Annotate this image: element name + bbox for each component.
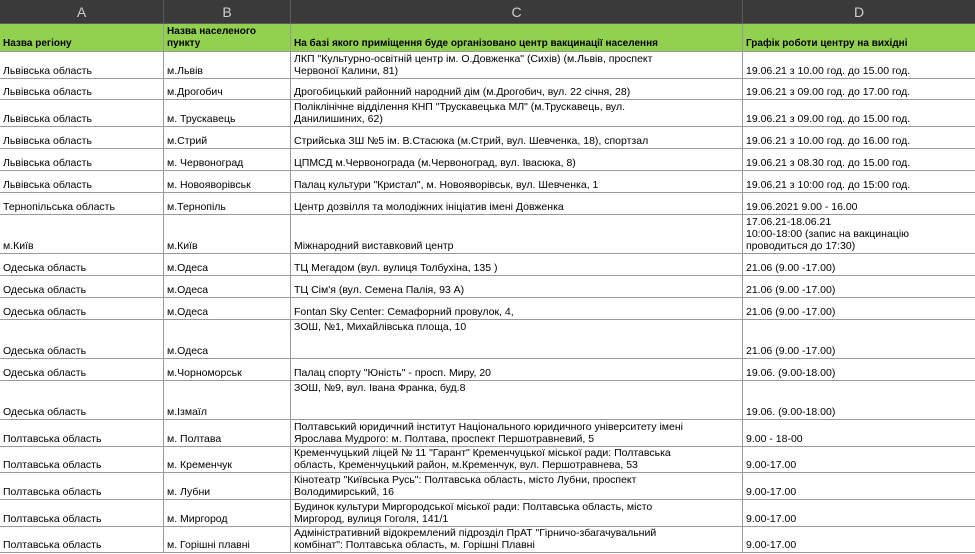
table-body bbox=[0, 52, 975, 553]
cell-region[interactable]: Львівська область bbox=[0, 171, 164, 193]
table-row bbox=[0, 420, 975, 447]
cell-settlement[interactable]: м.Київ bbox=[164, 215, 291, 254]
cell-premises[interactable]: ЗОШ, №9, вул. Івана Франка, буд.8 bbox=[291, 381, 743, 420]
cell-region[interactable]: Львівська область bbox=[0, 79, 164, 100]
cell-schedule[interactable]: 9.00-17.00 bbox=[743, 527, 975, 553]
cell-premises[interactable]: Fontan Sky Center: Семафорний провулок, 4, bbox=[291, 298, 743, 320]
column-header-c[interactable]: C bbox=[291, 0, 743, 24]
cell-settlement[interactable]: м. Горішні плавні bbox=[164, 527, 291, 553]
header-settlement[interactable]: Назва населеного пункту bbox=[164, 24, 291, 52]
table-row bbox=[0, 298, 975, 320]
cell-schedule[interactable]: 19.06.2021 9.00 - 16.00 bbox=[743, 193, 975, 215]
table-row bbox=[0, 100, 975, 127]
cell-premises[interactable]: Дрогобицький районний народний дім (м.Дрогобич, вул. 22 січня, 28) bbox=[291, 79, 743, 100]
cell-premises[interactable]: ТЦ Мегадом (вул. вулиця Толбухіна, 135 ) bbox=[291, 254, 743, 276]
table-row bbox=[0, 215, 975, 254]
cell-region[interactable]: Полтавська область bbox=[0, 473, 164, 500]
cell-premises[interactable]: Центр дозвілля та молодіжних ініціатив імені Довженка bbox=[291, 193, 743, 215]
table-row bbox=[0, 359, 975, 381]
cell-settlement[interactable]: м. Полтава bbox=[164, 420, 291, 447]
table-row bbox=[0, 171, 975, 193]
cell-region[interactable]: Полтавська область bbox=[0, 527, 164, 553]
cell-premises[interactable]: ЗОШ, №1, Михайлівська площа, 10 bbox=[291, 320, 743, 359]
cell-region[interactable]: Одеська область bbox=[0, 381, 164, 420]
cell-schedule[interactable]: 19.06.21 з 08.30 год. до 15.00 год. bbox=[743, 149, 975, 171]
cell-settlement[interactable]: м. Трускавець bbox=[164, 100, 291, 127]
cell-region[interactable]: Одеська область bbox=[0, 320, 164, 359]
cell-schedule[interactable]: 21.06 (9.00 -17.00) bbox=[743, 276, 975, 298]
cell-settlement[interactable]: м.Одеса bbox=[164, 276, 291, 298]
table-row bbox=[0, 127, 975, 149]
table-row bbox=[0, 276, 975, 298]
cell-premises[interactable]: Міжнародний виставковий центр bbox=[291, 215, 743, 254]
table-row bbox=[0, 500, 975, 527]
table-row bbox=[0, 381, 975, 420]
cell-region[interactable]: Полтавська область bbox=[0, 500, 164, 527]
cell-premises[interactable]: Адміністративний відокремлений підрозділ ПрАТ "Гірничо-збагачувальний комбінат": Полтавська область, м. Горішні Плавні bbox=[291, 527, 743, 553]
cell-schedule[interactable]: 9.00 - 18-00 bbox=[743, 420, 975, 447]
cell-region[interactable]: Одеська область bbox=[0, 298, 164, 320]
cell-schedule[interactable]: 19.06.21 з 09.00 год. до 17.00 год. bbox=[743, 79, 975, 100]
cell-settlement[interactable]: м.Одеса bbox=[164, 320, 291, 359]
header-region[interactable]: Назва регіону bbox=[0, 24, 164, 52]
cell-premises[interactable]: Кременчуцький ліцей № 11 "Гарант" Кременчуцької міської ради: Полтавська область, Кременчуцький район, м.Кременчук, вул. Першотравнева, 53 bbox=[291, 447, 743, 473]
cell-region[interactable]: Львівська область bbox=[0, 52, 164, 79]
table-row bbox=[0, 473, 975, 500]
cell-premises[interactable]: ЛКП "Культурно-освітній центр ім. О.Довженка" (Сихів) (м.Львів, проспект Червоної Калини, 81) bbox=[291, 52, 743, 79]
table-row bbox=[0, 320, 975, 359]
cell-settlement[interactable]: м.Одеса bbox=[164, 298, 291, 320]
table-row bbox=[0, 193, 975, 215]
cell-settlement[interactable]: м. Миргород bbox=[164, 500, 291, 527]
cell-schedule[interactable]: 9.00-17.00 bbox=[743, 447, 975, 473]
cell-settlement[interactable]: м.Львів bbox=[164, 52, 291, 79]
column-header-row bbox=[0, 0, 975, 24]
column-header-b[interactable]: B bbox=[164, 0, 291, 24]
cell-region[interactable]: Тернопільська область bbox=[0, 193, 164, 215]
cell-settlement[interactable]: м. Лубни bbox=[164, 473, 291, 500]
table-row bbox=[0, 254, 975, 276]
table-row bbox=[0, 149, 975, 171]
cell-region[interactable]: м.Київ bbox=[0, 215, 164, 254]
cell-schedule[interactable]: 9.00-17.00 bbox=[743, 500, 975, 527]
cell-schedule[interactable]: 19.06.21 з 09.00 год. до 15.00 год. bbox=[743, 100, 975, 127]
cell-schedule[interactable]: 21.06 (9.00 -17.00) bbox=[743, 320, 975, 359]
header-schedule[interactable]: Графік роботи центру на вихідні bbox=[743, 24, 975, 52]
cell-region[interactable]: Одеська область bbox=[0, 276, 164, 298]
header-premises[interactable]: На базі якого приміщення буде організовано центр вакцинації населення bbox=[291, 24, 743, 52]
cell-schedule[interactable]: 19.06.21 з 10.00 год. до 15.00 год. bbox=[743, 52, 975, 79]
cell-schedule[interactable]: 21.06 (9.00 -17.00) bbox=[743, 298, 975, 320]
cell-settlement[interactable]: м.Дрогобич bbox=[164, 79, 291, 100]
cell-schedule[interactable]: 19.06.21 з 10:00 год. до 15:00 год. bbox=[743, 171, 975, 193]
cell-region[interactable]: Одеська область bbox=[0, 254, 164, 276]
table-row bbox=[0, 447, 975, 473]
cell-region[interactable]: Львівська область bbox=[0, 149, 164, 171]
cell-premises[interactable]: ЦПМСД м.Червонограда (м.Червоноград, вул. Івасюка, 8) bbox=[291, 149, 743, 171]
cell-schedule[interactable]: 19.06. (9.00-18.00) bbox=[743, 359, 975, 381]
cell-region[interactable]: Одеська область bbox=[0, 359, 164, 381]
cell-settlement[interactable]: м.Стрий bbox=[164, 127, 291, 149]
cell-settlement[interactable]: м.Одеса bbox=[164, 254, 291, 276]
cell-premises[interactable]: Кінотеатр "Київська Русь": Полтавська область, місто Лубни, проспект Володимирський, 16 bbox=[291, 473, 743, 500]
cell-region[interactable]: Полтавська область bbox=[0, 420, 164, 447]
cell-premises[interactable]: Стрийська ЗШ №5 ім. В.Стасюка (м.Стрий, вул. Шевченка, 18), спортзал bbox=[291, 127, 743, 149]
cell-premises[interactable]: ТЦ Сім'я (вул. Семена Палія, 93 А) bbox=[291, 276, 743, 298]
cell-settlement[interactable]: м. Новояворівськ bbox=[164, 171, 291, 193]
column-header-a[interactable]: A bbox=[0, 0, 164, 24]
cell-schedule[interactable]: 19.06.21 з 10.00 год. до 16.00 год. bbox=[743, 127, 975, 149]
table-row bbox=[0, 527, 975, 553]
cell-premises[interactable]: Полтавський юридичний інститут Національного юридичного університету імені Ярослава Мудрого: м. Полтава, проспект Першотравневий, 5 bbox=[291, 420, 743, 447]
cell-premises[interactable]: Будинок культури Миргородської міської ради: Полтавська область, місто Миргород, вулиця Гоголя, 141/1 bbox=[291, 500, 743, 527]
cell-schedule[interactable]: 17.06.21-18.06.21 10:00-18:00 (запис на вакцинацію проводиться до 17:30) bbox=[743, 215, 975, 254]
cell-schedule[interactable]: 19.06. (9.00-18.00) bbox=[743, 381, 975, 420]
cell-settlement[interactable]: м.Ізмаїл bbox=[164, 381, 291, 420]
column-header-d[interactable]: D bbox=[743, 0, 975, 24]
table-row bbox=[0, 79, 975, 100]
cell-region[interactable]: Львівська область bbox=[0, 100, 164, 127]
cell-settlement[interactable]: м. Кременчук bbox=[164, 447, 291, 473]
cell-premises[interactable]: Палац культури "Кристал", м. Новояворівськ, вул. Шевченка, 1 bbox=[291, 171, 743, 193]
cell-schedule[interactable]: 21.06 (9.00 -17.00) bbox=[743, 254, 975, 276]
table-header-row bbox=[0, 24, 975, 52]
cell-settlement[interactable]: м.Чорноморськ bbox=[164, 359, 291, 381]
cell-settlement[interactable]: м.Тернопіль bbox=[164, 193, 291, 215]
cell-region[interactable]: Львівська область bbox=[0, 127, 164, 149]
cell-schedule[interactable]: 9.00-17.00 bbox=[743, 473, 975, 500]
cell-premises[interactable]: Поліклінічне відділення КНП "Трускавецька МЛ" (м.Трускавець, вул. Данилишиних, 62) bbox=[291, 100, 743, 127]
cell-region[interactable]: Полтавська область bbox=[0, 447, 164, 473]
cell-premises[interactable]: Палац спорту "Юність" - просп. Миру, 20 bbox=[291, 359, 743, 381]
cell-settlement[interactable]: м. Червоноград bbox=[164, 149, 291, 171]
table-row bbox=[0, 52, 975, 79]
